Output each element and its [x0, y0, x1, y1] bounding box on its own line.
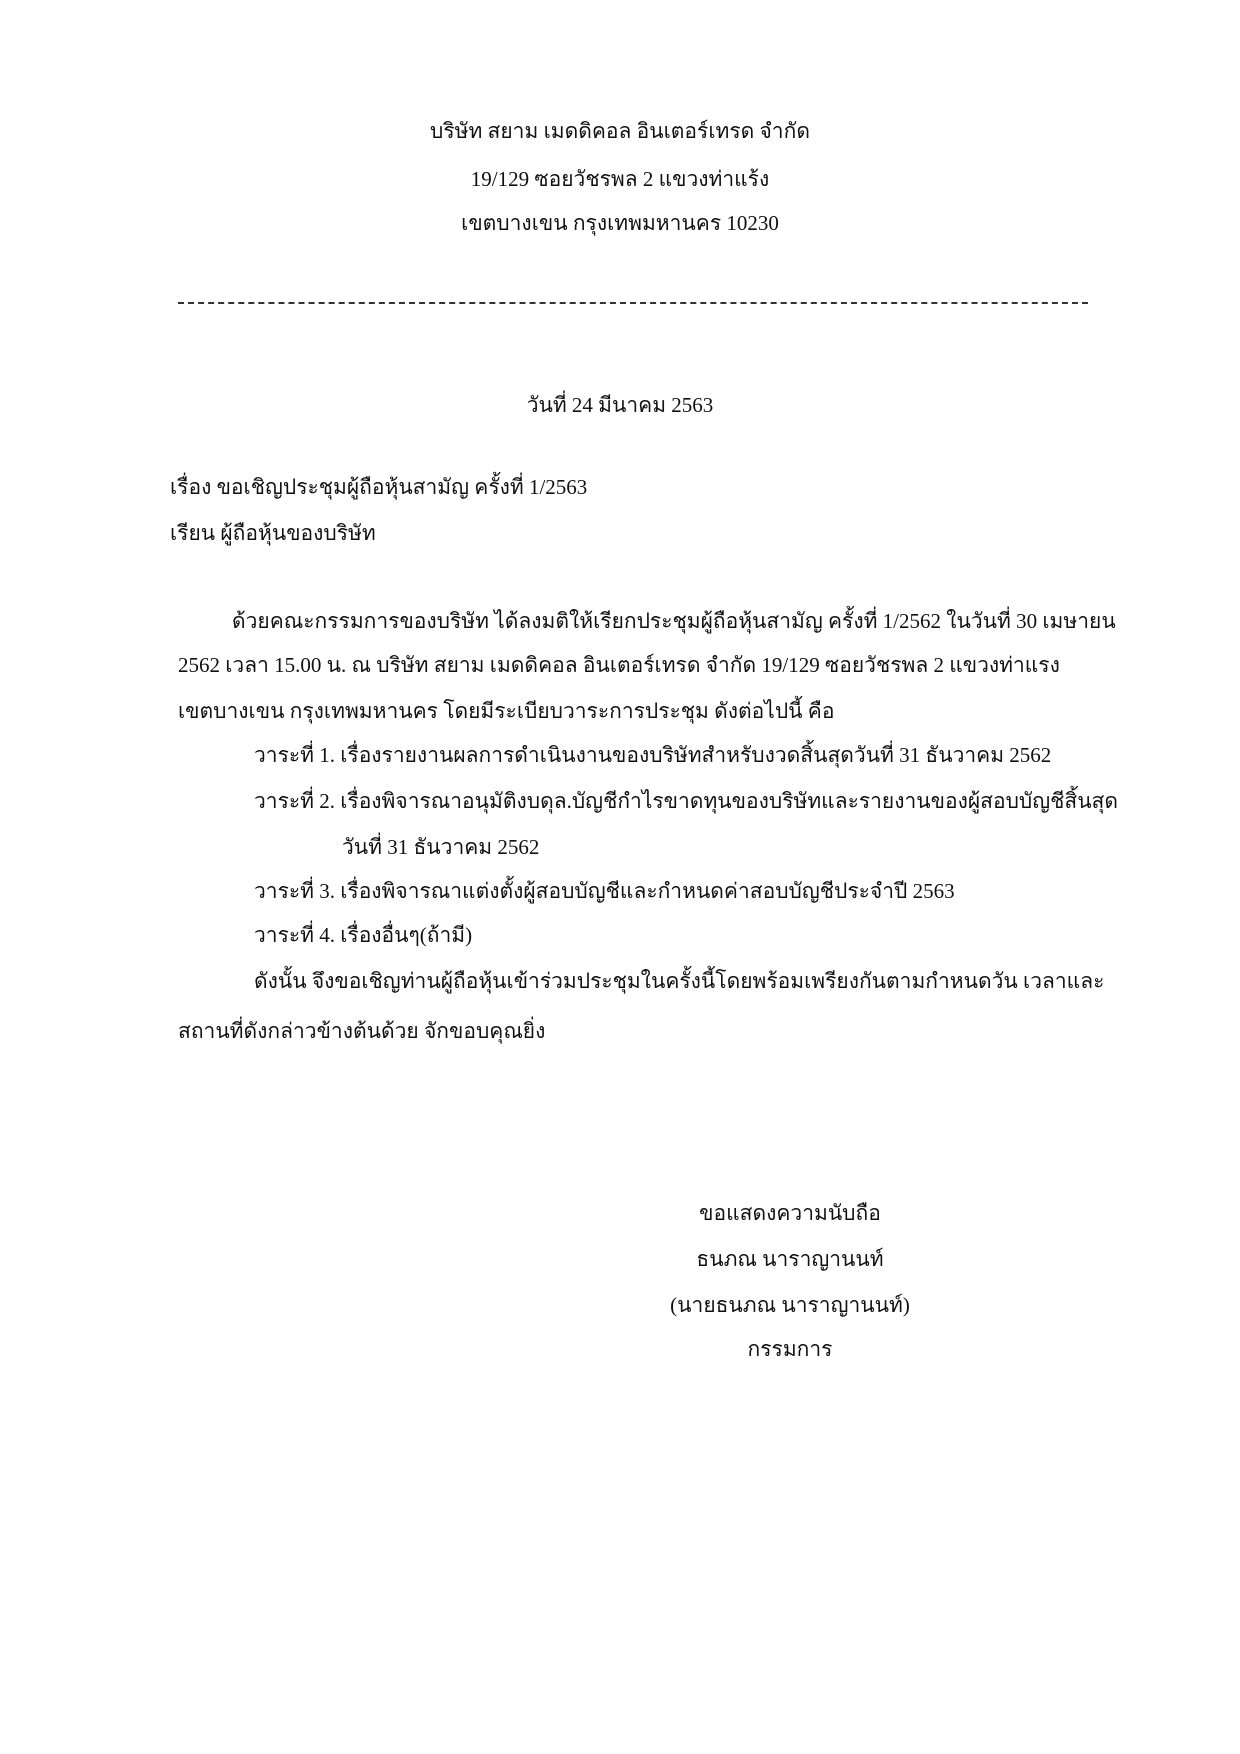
letter-subject: เรื่อง ขอเชิญประชุมผู้ถือหุ้นสามัญ ครั้งที่ 1/2563 [170, 475, 588, 499]
address-line-1: 19/129 ซอยวัชรพล 2 แขวงท่าแร้ง [470, 167, 770, 191]
agenda-item-2-continued: วันที่ 31 ธันวาคม 2562 [342, 835, 540, 859]
letter-recipient: เรียน ผู้ถือหุ้นของบริษัท [170, 521, 376, 545]
signature-full-name: (นายธนภณ นาราญานนท์) [670, 1293, 910, 1317]
body-paragraph-line-3: เขตบางเขน กรุงเทพมหานคร โดยมีระเบียบวาระการประชุม ดังต่อไปนี้ คือ [178, 699, 835, 723]
address-line-2: เขตบางเขน กรุงเทพมหานคร 10230 [461, 211, 779, 235]
body-paragraph-line-1: ด้วยคณะกรรมการของบริษัท ได้ลงมติให้เรียกประชุมผู้ถือหุ้นสามัญ ครั้งที่ 1/2562 ในวันที่ 30 เมษายน [232, 609, 1116, 633]
signature-title: กรรมการ [747, 1337, 833, 1361]
closing-line-2: สถานที่ดังกล่าวข้างต้นด้วย จักขอบคุณยิ่ง [178, 1019, 546, 1043]
closing-line-1: ดังนั้น จึงขอเชิญท่านผู้ถือหุ้นเข้าร่วมประชุมในครั้งนี้โดยพร้อมเพรียงกันตามกำหนดวัน เวลาและ [254, 969, 1105, 993]
agenda-item-4: วาระที่ 4. เรื่องอื่นๆ(ถ้ามี) [254, 923, 473, 947]
agenda-item-1: วาระที่ 1. เรื่องรายงานผลการดำเนินงานของบริษัทสำหรับงวดสิ้นสุดวันที่ 31 ธันวาคม 2562 [254, 743, 1052, 767]
signature-name: ธนภณ นาราญานนท์ [696, 1247, 884, 1271]
company-name: บริษัท สยาม เมดดิคอล อินเตอร์เทรด จำกัด [430, 119, 810, 143]
signature-salutation: ขอแสดงความนับถือ [699, 1201, 881, 1225]
separator-line [178, 302, 1088, 304]
agenda-item-3: วาระที่ 3. เรื่องพิจารณาแต่งตั้งผู้สอบบัญชีและกำหนดค่าสอบบัญชีประจำปี 2563 [254, 879, 955, 903]
letter-date: วันที่ 24 มีนาคม 2563 [526, 393, 714, 417]
agenda-item-2: วาระที่ 2. เรื่องพิจารณาอนุมัติงบดุล.บัญชีกำไรขาดทุนของบริษัทและรายงานของผู้สอบบัญชีสิ้นสุด [254, 789, 1119, 813]
body-paragraph-line-2: 2562 เวลา 15.00 น. ณ บริษัท สยาม เมดดิคอล อินเตอร์เทรด จำกัด 19/129 ซอยวัชรพล 2 แขวงท่าแรง [178, 653, 1060, 677]
